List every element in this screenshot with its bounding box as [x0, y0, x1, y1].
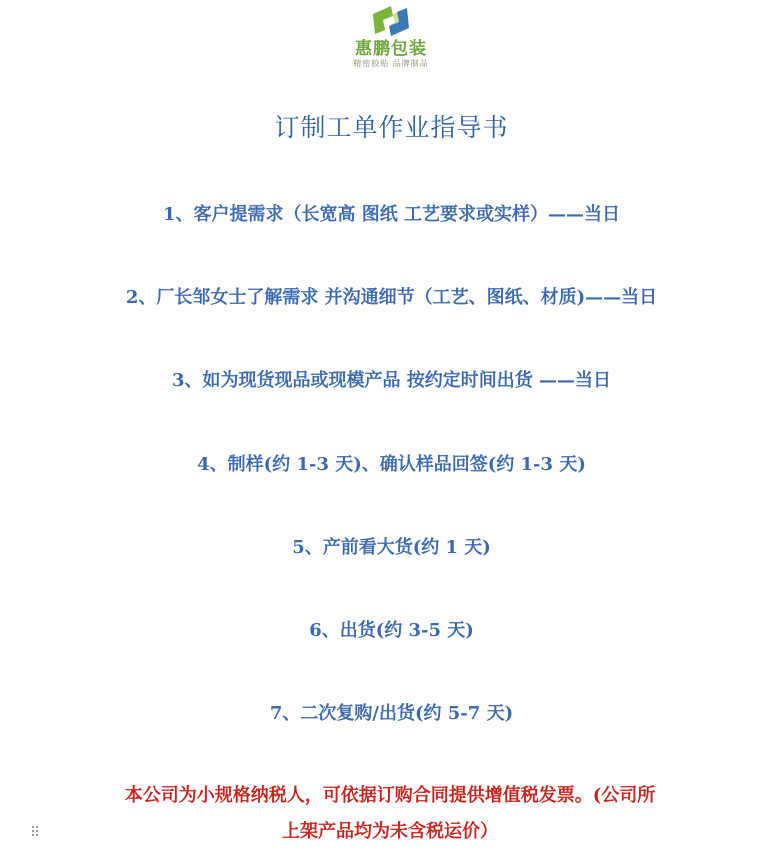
step-1: 1、客户提需求（长宽高 图纸 工艺要求或实样）——当日 — [162, 204, 621, 225]
logo-mark-icon — [369, 4, 413, 38]
step-6: 6、出货(约 3-5 天) — [309, 620, 474, 641]
tax-notice-line-1: 本公司为小规格纳税人，可依据订购合同提供增值税发票。(公司所 — [124, 785, 656, 806]
step-5: 5、产前看大货(约 1 天) — [292, 537, 491, 558]
step-7: 7、二次复购/出货(约 5-7 天) — [269, 703, 514, 724]
step-4: 4、制样(约 1-3 天)、确认样品回签(约 1-3 天) — [197, 454, 586, 475]
logo-tagline: 精密胶贴 品牌制品 — [353, 59, 429, 68]
logo-name: 惠鹏包装 — [355, 39, 427, 59]
tax-notice-line-2: 上架产品均为未含税运价） — [282, 821, 498, 842]
page-title: 订制工单作业指导书 — [274, 113, 509, 142]
step-3: 3、如为现货现品或现模产品 按约定时间出货 ——当日 — [171, 370, 612, 391]
tax-notice — [60, 778, 720, 850]
step-2: 2、厂长邹女士了解需求 并沟通细节（工艺、图纸、材质)——当日 — [125, 287, 658, 308]
company-logo — [336, 4, 446, 78]
drag-handle-icon[interactable]: ⠿ — [30, 825, 41, 841]
